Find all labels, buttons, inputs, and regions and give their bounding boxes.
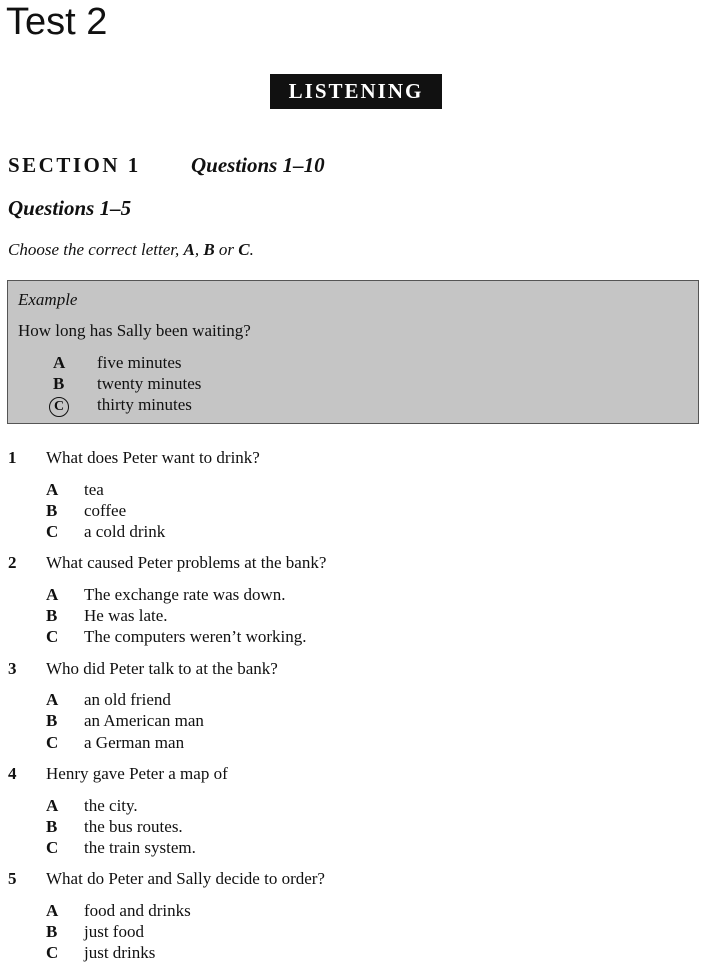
example-option-text: five minutes	[97, 353, 182, 372]
option-letter: A	[46, 796, 59, 815]
section-label: SECTION 1	[8, 152, 141, 177]
question-number: 4	[8, 764, 17, 783]
option-text: a cold drink	[84, 522, 166, 541]
option-text: tea	[84, 480, 104, 499]
option-text: The exchange rate was down.	[84, 585, 286, 604]
option-letter: C	[46, 522, 59, 541]
option-letter: B	[46, 606, 58, 625]
question-text: What do Peter and Sally decide to order?	[46, 869, 325, 888]
example-question: How long has Sally been waiting?	[18, 321, 251, 340]
option-letter: A	[46, 585, 59, 604]
option-letter: B	[46, 711, 58, 730]
example-answer-letter: C	[49, 397, 69, 417]
option-letter: C	[46, 838, 59, 857]
instruction-sep2: or	[214, 240, 239, 259]
option-letter: C	[46, 627, 59, 646]
question-text: Henry gave Peter a map of	[46, 764, 228, 783]
option-text: food and drinks	[84, 901, 191, 920]
option-text: The computers weren’t working.	[84, 627, 307, 646]
question-number: 3	[8, 659, 17, 678]
option-letter: C	[46, 733, 59, 752]
option-text: the city.	[84, 796, 138, 815]
instruction-letter-a: A	[183, 240, 195, 259]
option-letter: B	[46, 922, 58, 941]
option-text: coffee	[84, 501, 127, 520]
example-option-letter: A	[53, 353, 66, 372]
question-number: 5	[8, 869, 17, 888]
instruction-sep1: ,	[194, 240, 204, 259]
example-label: Example	[18, 290, 78, 309]
question-number: 1	[8, 448, 17, 467]
option-letter: C	[46, 943, 59, 962]
option-text: the bus routes.	[84, 817, 183, 836]
questions-heading: Questions 1–5	[8, 196, 132, 220]
example-option-letter: B	[53, 374, 65, 393]
listening-banner: LISTENING	[270, 74, 442, 109]
instruction	[8, 238, 254, 262]
instruction-letter-c: C	[238, 240, 250, 259]
option-letter: A	[46, 690, 59, 709]
section-range: Questions 1–10	[191, 152, 325, 177]
example-option-text: twenty minutes	[97, 374, 202, 393]
option-text: an old friend	[84, 690, 171, 709]
instruction-letter-b: B	[203, 240, 215, 259]
option-text: He was late.	[84, 606, 168, 625]
example-box	[7, 280, 699, 424]
page-title: Test 2	[6, 1, 108, 43]
question-text: What does Peter want to drink?	[46, 448, 260, 467]
option-letter: A	[46, 480, 59, 499]
question-text: What caused Peter problems at the bank?	[46, 553, 327, 572]
example-option-text: thirty minutes	[97, 395, 192, 414]
option-letter: A	[46, 901, 59, 920]
question-number: 2	[8, 553, 17, 572]
instruction-prefix: Choose the correct letter,	[8, 240, 184, 259]
option-text: just food	[84, 922, 144, 941]
option-text: a German man	[84, 733, 185, 752]
option-letter: B	[46, 817, 58, 836]
question-text: Who did Peter talk to at the bank?	[46, 659, 278, 678]
section-heading	[8, 151, 325, 179]
option-text: an American man	[84, 711, 204, 730]
option-text: just drinks	[84, 943, 156, 962]
instruction-suffix: .	[249, 240, 254, 259]
option-text: the train system.	[84, 838, 196, 857]
example-answer-circle	[49, 394, 69, 417]
option-letter: B	[46, 501, 58, 520]
